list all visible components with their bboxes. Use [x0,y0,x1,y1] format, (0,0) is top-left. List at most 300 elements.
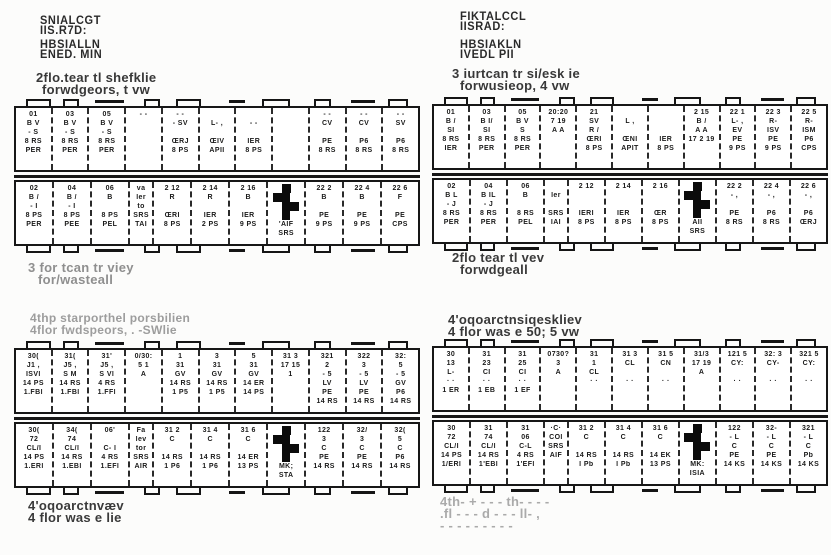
cell-text: 2 14 [202,185,218,192]
cell-text: 9 PS [764,145,782,152]
cell-text: 22 4 [354,185,370,192]
cell-text: 2 15 [693,109,710,116]
cell-text: 8 PS [101,212,119,219]
cell-text: 31 [212,362,222,369]
cell-text: to [137,203,145,210]
cell-text: SRS [133,454,149,461]
cell-text: 9 PS [729,145,746,152]
connector-tab [314,341,330,348]
cell-text: 31 5 [658,351,674,358]
caption-line: 4'oqoarctnvæv [28,498,124,513]
connector-dash [761,340,785,343]
cell-text: 31 [589,351,599,358]
connector-tab [559,339,575,346]
cell-text: - S [101,129,112,136]
cell-text: PEE [64,221,80,228]
cell-text: - S [28,129,39,136]
cell-text: AIF [549,452,563,459]
cell-text: A [555,369,562,376]
diagram-cell [471,180,508,242]
cell-text: 8 RS [516,210,535,217]
cell-text: l Pb [616,461,631,468]
cell-text: B / [696,118,707,125]
cell-text: A A [695,127,708,134]
cell-text: - - [396,111,405,118]
cell-text: PER [25,147,42,154]
cell-text: IERI [578,210,594,217]
connector-tab [725,97,741,104]
cell-text: - L [729,434,740,441]
cell-text: 14 PS [243,389,265,396]
cell-text: CY: [802,360,816,367]
cell-text: 32/ [356,427,368,434]
diagram-cell [470,348,506,410]
cell-text: 1 P6 [164,463,181,470]
cell-text: PE [768,136,779,143]
connector-tab [444,486,468,493]
cell-text: · · [590,378,599,385]
cell-text: 3 [321,436,327,443]
panel-title-top-right [452,68,580,92]
cell-text: A A [551,127,565,134]
header-line: IIS.R7D: [40,24,87,38]
cell-text: C [397,445,403,452]
diagram-cell [685,348,721,410]
connector-tab [796,339,816,346]
cell-text: 5 [398,362,403,369]
diagram-cell [569,422,606,484]
cell-text: C [245,436,251,443]
cell-text: 3 [214,353,220,360]
cell-text: 06 [105,185,115,192]
cell-text: EV [732,127,743,134]
connector-tab [444,339,468,346]
cell-text: 31 4 [202,427,218,434]
cell-text: 0730? [547,351,570,358]
diagram-cell [606,422,643,484]
cell-text: 8 PS [614,219,632,226]
cell-text: 122 [727,425,741,432]
cell-text: C [359,445,365,452]
diagram-cell [126,350,163,412]
cell-text: va [136,185,146,192]
cell-text: IER [659,136,673,143]
cell-text: Fa [136,427,146,434]
connector-tab [176,246,200,253]
cell-text: 03 [482,109,492,116]
cell-text: · · [518,378,527,385]
diagram-cell [754,180,791,242]
cell-text: 8 RS [442,210,461,217]
cell-text: 14 PS [23,454,45,461]
connector-dash [95,249,123,252]
cell-text: CN [660,360,672,367]
connector-tab [63,246,79,253]
cell-text: GV [248,371,260,378]
cell-text: 31 2 [578,425,594,432]
caption-line: 3 for tcan tr viey [28,260,134,275]
cell-text: 14 RS [161,454,183,461]
cell-text: 74 [67,436,77,443]
cell-text: B V [100,120,114,127]
header-line: HBSIALLN [40,38,101,52]
connector-tab [674,339,702,346]
diagram-cell [192,424,230,486]
cell-text: 5 [251,353,256,360]
cell-text: PE [729,210,740,217]
connector-dash [642,247,658,250]
connector-tab-strip [14,336,420,348]
diagram-cell [545,180,569,242]
connector-dash [511,489,539,492]
cell-text: 72 [29,436,39,443]
cell-text: · · [447,378,455,385]
cell-text: PE [732,136,743,143]
cell-text: 17 19 [691,360,712,367]
cell-text: PER [478,145,495,152]
panel-caption-top-left [28,262,134,286]
cell-text: 06' [104,427,116,434]
connector-tab [26,341,50,348]
cell-text: PEL [102,221,118,228]
cell-text: 1 EB [478,387,496,394]
panel-title-bottom-left [30,312,190,336]
diagram-cell [434,422,471,484]
cell-text: APII [209,147,225,154]
cell-text: B L [445,192,458,199]
connector-tab [559,244,575,251]
cell-text: 31( [64,353,76,360]
cell-text: S Vl [99,371,115,378]
cell-text: 02 [447,183,456,190]
cell-text: PER [480,219,497,226]
diagram-cell [126,108,163,170]
connector-tab [725,339,741,346]
cell-text: CL/I [26,445,42,452]
cell-text: PER [26,221,42,228]
title-line: forwdgeors, t vw [42,82,151,97]
cell-text: B / [28,194,40,201]
cell-text: B / [66,194,78,201]
cell-text: PE [358,389,370,396]
connector-tab [144,341,160,348]
cell-text: L- [447,369,455,376]
cell-text: PEL [518,219,533,226]
connector-tab [144,99,160,106]
connector-tab [388,246,408,253]
connector-tab [144,488,160,495]
cell-text: 13 [446,360,456,367]
diagram-cell [383,350,418,412]
cell-text: 14 RS [61,454,83,461]
connector-tab [480,97,496,104]
cell-text: PER [514,145,531,152]
cell-text: J5 , [63,362,77,369]
cell-text: F [397,194,403,201]
cell-text: 8 PS [652,219,669,226]
cell-text: P6 [803,210,814,217]
connector-tab [262,341,290,348]
cell-text: 31 6 [652,425,669,432]
cell-text: P6 [766,210,777,217]
cell-text: LV [322,380,332,387]
cell-text: tor [135,445,147,452]
cell-text: - - [176,111,185,118]
cell-text: STA [278,472,294,479]
cell-row-1 [432,104,828,170]
diagram-cell [685,106,721,168]
cell-text: MK; [278,463,294,470]
cell-text: - - [323,111,332,118]
redaction-blob [273,426,299,462]
cell-text: 25 [518,360,527,367]
cell-text: PE [319,212,330,219]
cell-text: 14 ER [243,380,265,387]
cell-text: 8 RS [478,136,496,143]
cell-text: COl [549,434,563,441]
cell-text: IER [247,138,261,145]
diagram-cell [347,108,384,170]
cell-text: 4 RS [516,452,535,459]
cell-text: IER [444,145,458,152]
diagram-cell [347,350,384,412]
cell-text: B [245,194,251,201]
diagram-cell [200,108,237,170]
cell-text: CL [624,360,636,367]
cell-text: CPS [392,221,408,228]
diagram-cell [230,182,268,244]
cell-text: 1 P5 [209,389,226,396]
connector-dash [229,491,245,494]
cell-text: PER [99,147,115,154]
connector-tab [725,486,741,493]
connector-tab-strip [432,334,828,346]
cell-text: 14 RS [389,463,411,470]
cell-text: - 5 [322,371,332,378]
cell-text: J5 , [100,362,114,369]
cell-text: 8 PS [171,147,189,154]
redacted-cell [268,424,306,486]
connector-dash [761,489,785,492]
cell-text: R [207,194,213,201]
diagram-cell [613,106,649,168]
cell-text: 8 RS [318,147,336,154]
cell-text: 14 PS [22,380,44,387]
diagram-cell [541,106,577,168]
header-line: ENED. MIN [40,48,103,62]
diagram-cell [200,350,237,412]
cell-text: 1 [288,371,293,378]
cell-text: R / [589,127,600,134]
cell-text: 14 RS [199,454,221,461]
diagram-cell [310,350,347,412]
cell-text: 121 5 [727,351,748,358]
cell-text: SV [589,118,600,125]
cell-row-2 [432,420,828,486]
cell-text: PE [322,389,333,396]
cell-text: 14 RS [353,398,375,405]
diagram-cell [53,350,90,412]
cell-text: 321 [320,353,334,360]
cell-row-2 [432,178,828,244]
cell-text: PE [729,452,740,459]
cell-text: SRS [548,210,564,217]
diagram-cell [756,106,792,168]
header-line: SNIALCGT [40,14,102,28]
connector-tab [63,488,79,495]
diagram-cell [16,350,53,412]
cell-text: 5 [397,436,403,443]
cell-text: 31 [482,351,492,358]
cell-text: 30( [27,353,40,360]
header-line: IVEDL PII [460,48,515,62]
cell-text: IER [616,210,630,217]
cell-text: CV [321,120,333,127]
cell-text: 3 [361,362,367,369]
panel-caption-top-right [452,252,544,276]
cell-text: 22 5 [801,109,817,116]
cell-text: - , [730,192,739,199]
cell-text: 1 P6 [202,463,219,470]
diagram-cell [16,182,54,244]
cell-text: 17 2 19 [688,136,715,143]
redaction-blob [684,424,710,460]
cell-text: 8 PS [25,212,43,219]
connector-dash [761,247,785,250]
cell-text: CL/I [444,443,459,450]
cell-text: 3 [556,360,561,367]
cell-text: 32: 3 [764,351,783,358]
cell-text: SI [447,127,455,134]
diagram-cell [236,108,273,170]
cell-text: 'AIF [278,221,294,228]
title-line: 4flor fwdspeors, . -SWlie [30,323,177,337]
connector-tab [674,244,702,251]
cell-text: S M [63,371,77,378]
diagram-cell [344,424,382,486]
diagram-cell [792,348,826,410]
cell-text: 2 14 [615,183,631,190]
row-divider [432,415,828,418]
connector-dash [351,249,375,252]
connector-tab [725,244,741,251]
connector-tab [796,97,816,104]
connector-dash [229,249,245,252]
connector-dash [351,100,375,103]
cell-text: CI [518,369,527,376]
title-line: 4 flor was e 50; 5 vw [448,324,580,339]
row-divider [14,417,420,420]
cell-text: P6 [359,138,369,145]
connector-tab [262,246,290,253]
connector-dash [642,98,658,101]
cell-text: 1.FBl [60,389,80,396]
caption-line: .fl - - - d - - - ll- , [440,506,541,521]
cell-text: SRS [278,230,294,237]
title-line: 4'oqoarctnsiqeskliev [448,312,583,327]
cell-text: 30 [446,351,456,358]
connector-tab [388,99,408,106]
connector-tab [26,99,50,106]
cell-text: 22 4 [763,183,780,190]
cell-text: R- [804,118,814,125]
diagram-cell [577,348,613,410]
cell-text: CV [358,120,370,127]
cell-text: P6 [396,138,406,145]
breaker-panel-diagram-bottom-left [14,336,420,500]
diagram-cell [273,108,310,170]
cell-text: 1 EF [514,387,531,394]
cell-text: 2 12 [578,183,594,190]
cell-text: 8 RS [355,147,373,154]
cell-text: R [169,194,175,201]
cell-text: SRS [689,228,706,235]
diagram-cell [154,182,192,244]
cell-text: - S [65,129,76,136]
diagram-cell [54,182,92,244]
cell-text: C [805,443,812,450]
cell-text: 14 RS [575,452,598,459]
cell-text: 9 PS [315,221,333,228]
cell-text: 8 RS [24,138,42,145]
diagram-cell [721,348,757,410]
cell-text: 31/3 [693,351,710,358]
connector-dash [642,340,658,343]
connector-tab [314,488,330,495]
diagram-cell [577,106,613,168]
cell-text: 23 [482,360,492,367]
cell-text: 31 3 [622,351,638,358]
diagram-cell [545,422,569,484]
cell-text: 122 [317,427,331,434]
cell-text: 74 [484,434,493,441]
caption-line: 4th- + - - - th- - - - [440,494,550,509]
connector-tab [262,488,290,495]
cell-text: - L [766,434,777,441]
cell-text: 14 RS [477,452,500,459]
cell-text: B [321,194,327,201]
cell-text: 1.FFl [97,389,116,396]
cell-text: 8 PS [577,219,595,226]
cell-text: 8 PS [585,145,603,152]
cell-text: lev [135,436,147,443]
cell-text: · · [661,378,670,385]
cell-text: 8 PS [245,147,263,154]
cell-text: PE [357,454,368,461]
breaker-panel-diagram-top-right [432,92,828,256]
panel-caption-bottom-left [28,500,124,524]
cell-text: 14 EK [649,452,672,459]
cell-text: 0/30: [134,353,153,360]
cell-text: CL/l [64,445,80,452]
cell-text: 2 16 [240,185,256,192]
cell-text: IAI [550,219,562,226]
cell-text: B / [445,118,456,125]
cell-text: B V [516,118,529,125]
cell-text: 04 [67,185,77,192]
connector-tab [590,339,614,346]
connector-tab [26,488,50,495]
cell-text: 01 [29,111,38,118]
cell-text: 31 2 [164,427,180,434]
cell-text: 8 RS [762,219,781,226]
connector-tab [559,486,575,493]
cell-text: C- l [103,445,117,452]
cell-text: SRS [133,212,149,219]
cell-text: - L [803,434,814,441]
cell-text: 14 KS [797,461,820,468]
diagram-cell [89,108,126,170]
